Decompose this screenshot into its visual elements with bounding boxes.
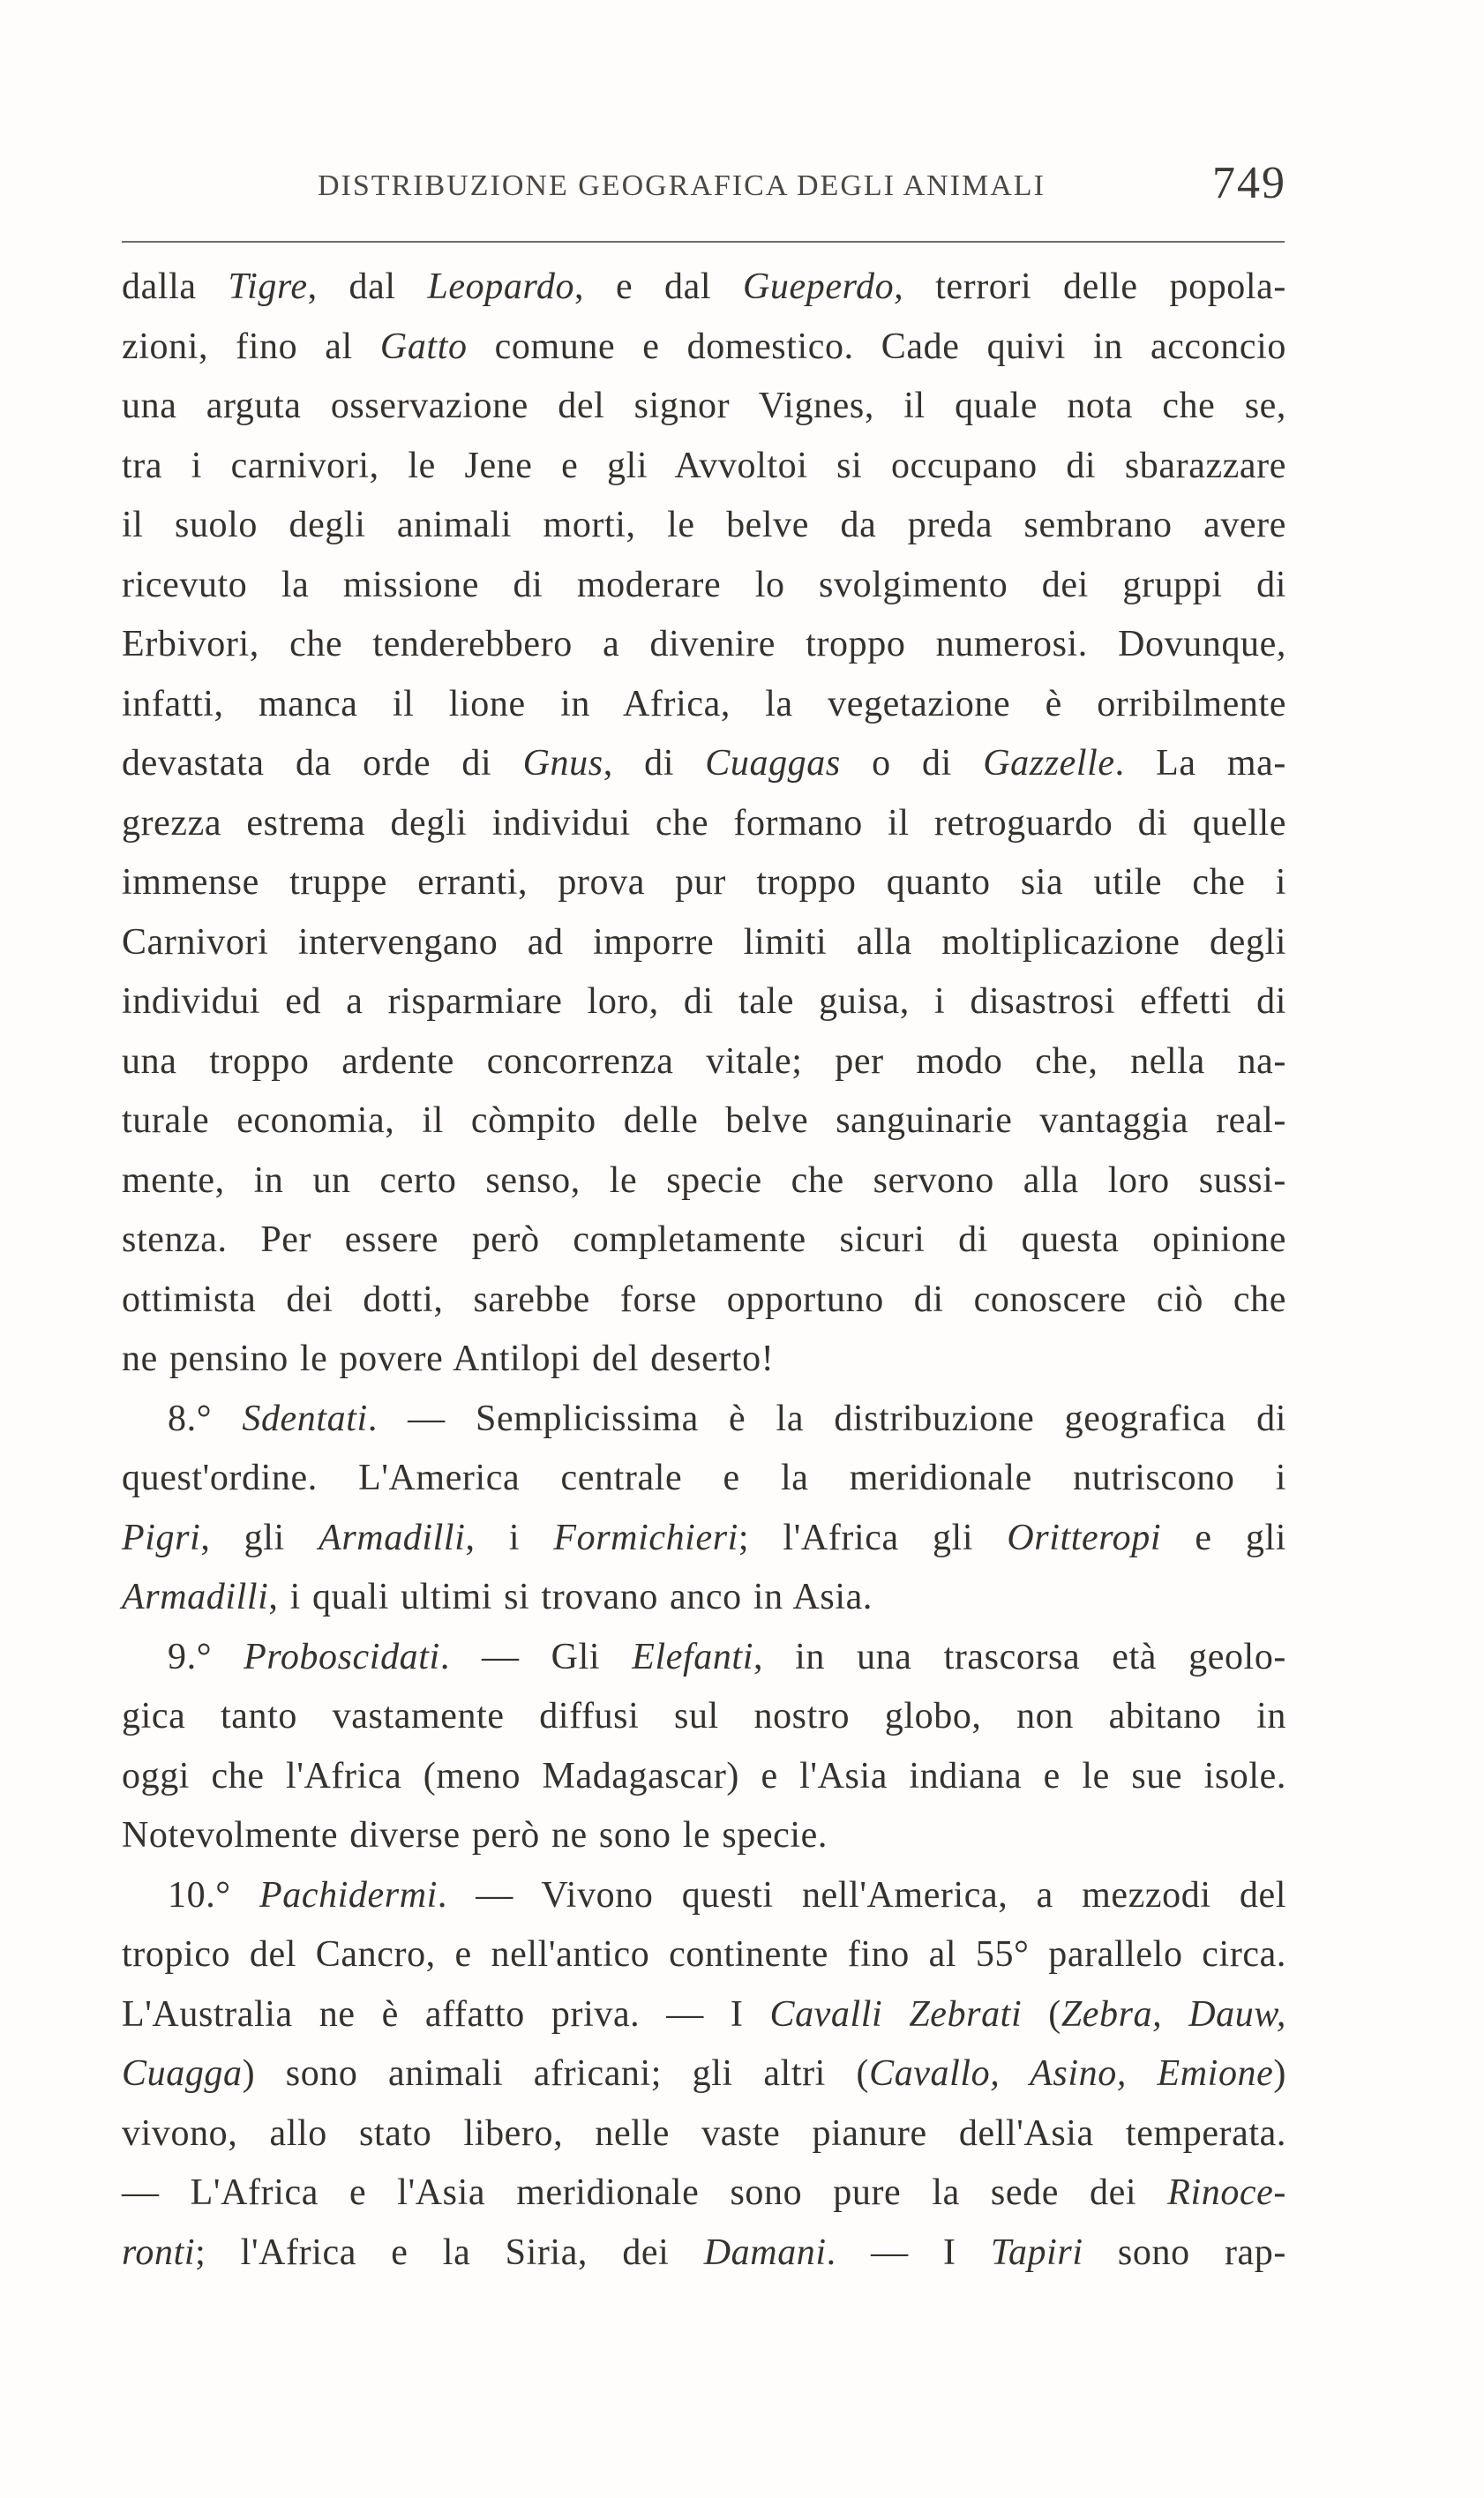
page-number: 749 [1212,158,1286,208]
section-heading-line: 10.° Pachidermi. — Vivono questi nell'America, a mezzodi del [168,1874,1286,1916]
text-line: gica tanto vastamente diffusi sul nostro globo, non abitano in [122,1696,1286,1737]
text-line: grezza estrema degli individui che formano il retroguardo di quelle [122,802,1286,844]
section-heading-line: 9.° Proboscidati. — Gli Elefanti, in una trascorsa età geolo- [168,1636,1287,1677]
text-line: il suolo degli animali morti, le belve da preda sembrano avere [122,505,1286,545]
text-line: quest'ordine. L'America centrale e la meridionale nutriscono i [122,1458,1286,1498]
text-line: una troppo ardente concorrenza vitale; per modo che, nella na- [122,1040,1286,1082]
text-line: dalla Tigre, dal Leopardo, e dal Gueperdo, terrori delle popola- [122,266,1286,307]
running-head [122,157,1286,210]
text-line: Pigri, gli Armadilli, i Formichieri; l'Africa gli Oritteropi e gli [122,1517,1286,1558]
text-line: oggi che l'Africa (meno Madagascar) e l'Asia indiana e le sue isole. [122,1755,1286,1797]
text-line: L'Australia ne è affatto priva. — I Cavalli Zebrati (Zebra, Dauw, [122,1993,1286,2035]
text-line: infatti, manca il lione in Africa, la vegetazione è orribilmente [122,683,1286,724]
text-line: zioni, fino al Gatto comune e domestico. Cade quivi in acconcio [122,326,1286,367]
text-line: turale economia, il còmpito delle belve sanguinarie vantaggia real- [122,1100,1286,1141]
section-heading-line: 8.° Sdentati. — Semplicissima è la distribuzione geografica di [168,1398,1286,1439]
text-line: devastata da orde di Gnus, di Cuaggas o di Gazzelle. La ma- [122,743,1286,784]
text-line: Cuagga) sono animali africani; gli altri (Cavallo, Asino, Emione) [122,2053,1286,2094]
text-line: una arguta osservazione del signor Vignes, il quale nota che se, [122,386,1286,426]
running-title: DISTRIBUZIONE GEOGRAFICA DEGLI ANIMALI [318,169,1046,202]
text-line: ne pensino le povere Antilopi del deserto! [122,1339,775,1379]
text-line: — L'Africa e l'Asia meridionale sono pure la sede dei Rinoce- [122,2172,1286,2213]
body-text [122,258,1286,2283]
text-line: Notevolmente diverse però ne sono le specie. [122,1815,828,1856]
header-rule [122,241,1285,243]
text-line: tropico del Cancro, e nell'antico continente fino al 55° parallelo circa. [122,1934,1286,1975]
text-line: Erbivori, che tenderebbero a divenire troppo numerosi. Dovunque, [122,624,1286,664]
text-line: ronti; l'Africa e la Siria, dei Damani. — I Tapiri sono rap- [122,2232,1286,2273]
text-line: individui ed a risparmiare loro, di tale guisa, i disastrosi effetti di [122,981,1286,1022]
text-line: mente, in un certo senso, le specie che servono alla loro sussi- [122,1159,1286,1201]
text-line: Armadilli, i quali ultimi si trovano anco in Asia. [122,1577,873,1617]
text-line: stenza. Per essere però completamente sicuri di questa opinione [122,1219,1286,1260]
text-line: immense truppe erranti, prova pur troppo quanto sia utile che i [122,862,1286,903]
text-line: tra i carnivori, le Jene e gli Avvoltoi si occupano di sbarazzare [122,445,1286,486]
text-line: Carnivori intervengano ad imporre limiti alla moltiplicazione degli [122,921,1286,963]
text-line: ottimista dei dotti, sarebbe forse opportuno di conoscere ciò che [122,1279,1286,1320]
text-line: ricevuto la missione di moderare lo svolgimento dei gruppi di [122,564,1286,605]
text-line: vivono, allo stato libero, nelle vaste pianure dell'Asia temperata. [122,2112,1286,2154]
